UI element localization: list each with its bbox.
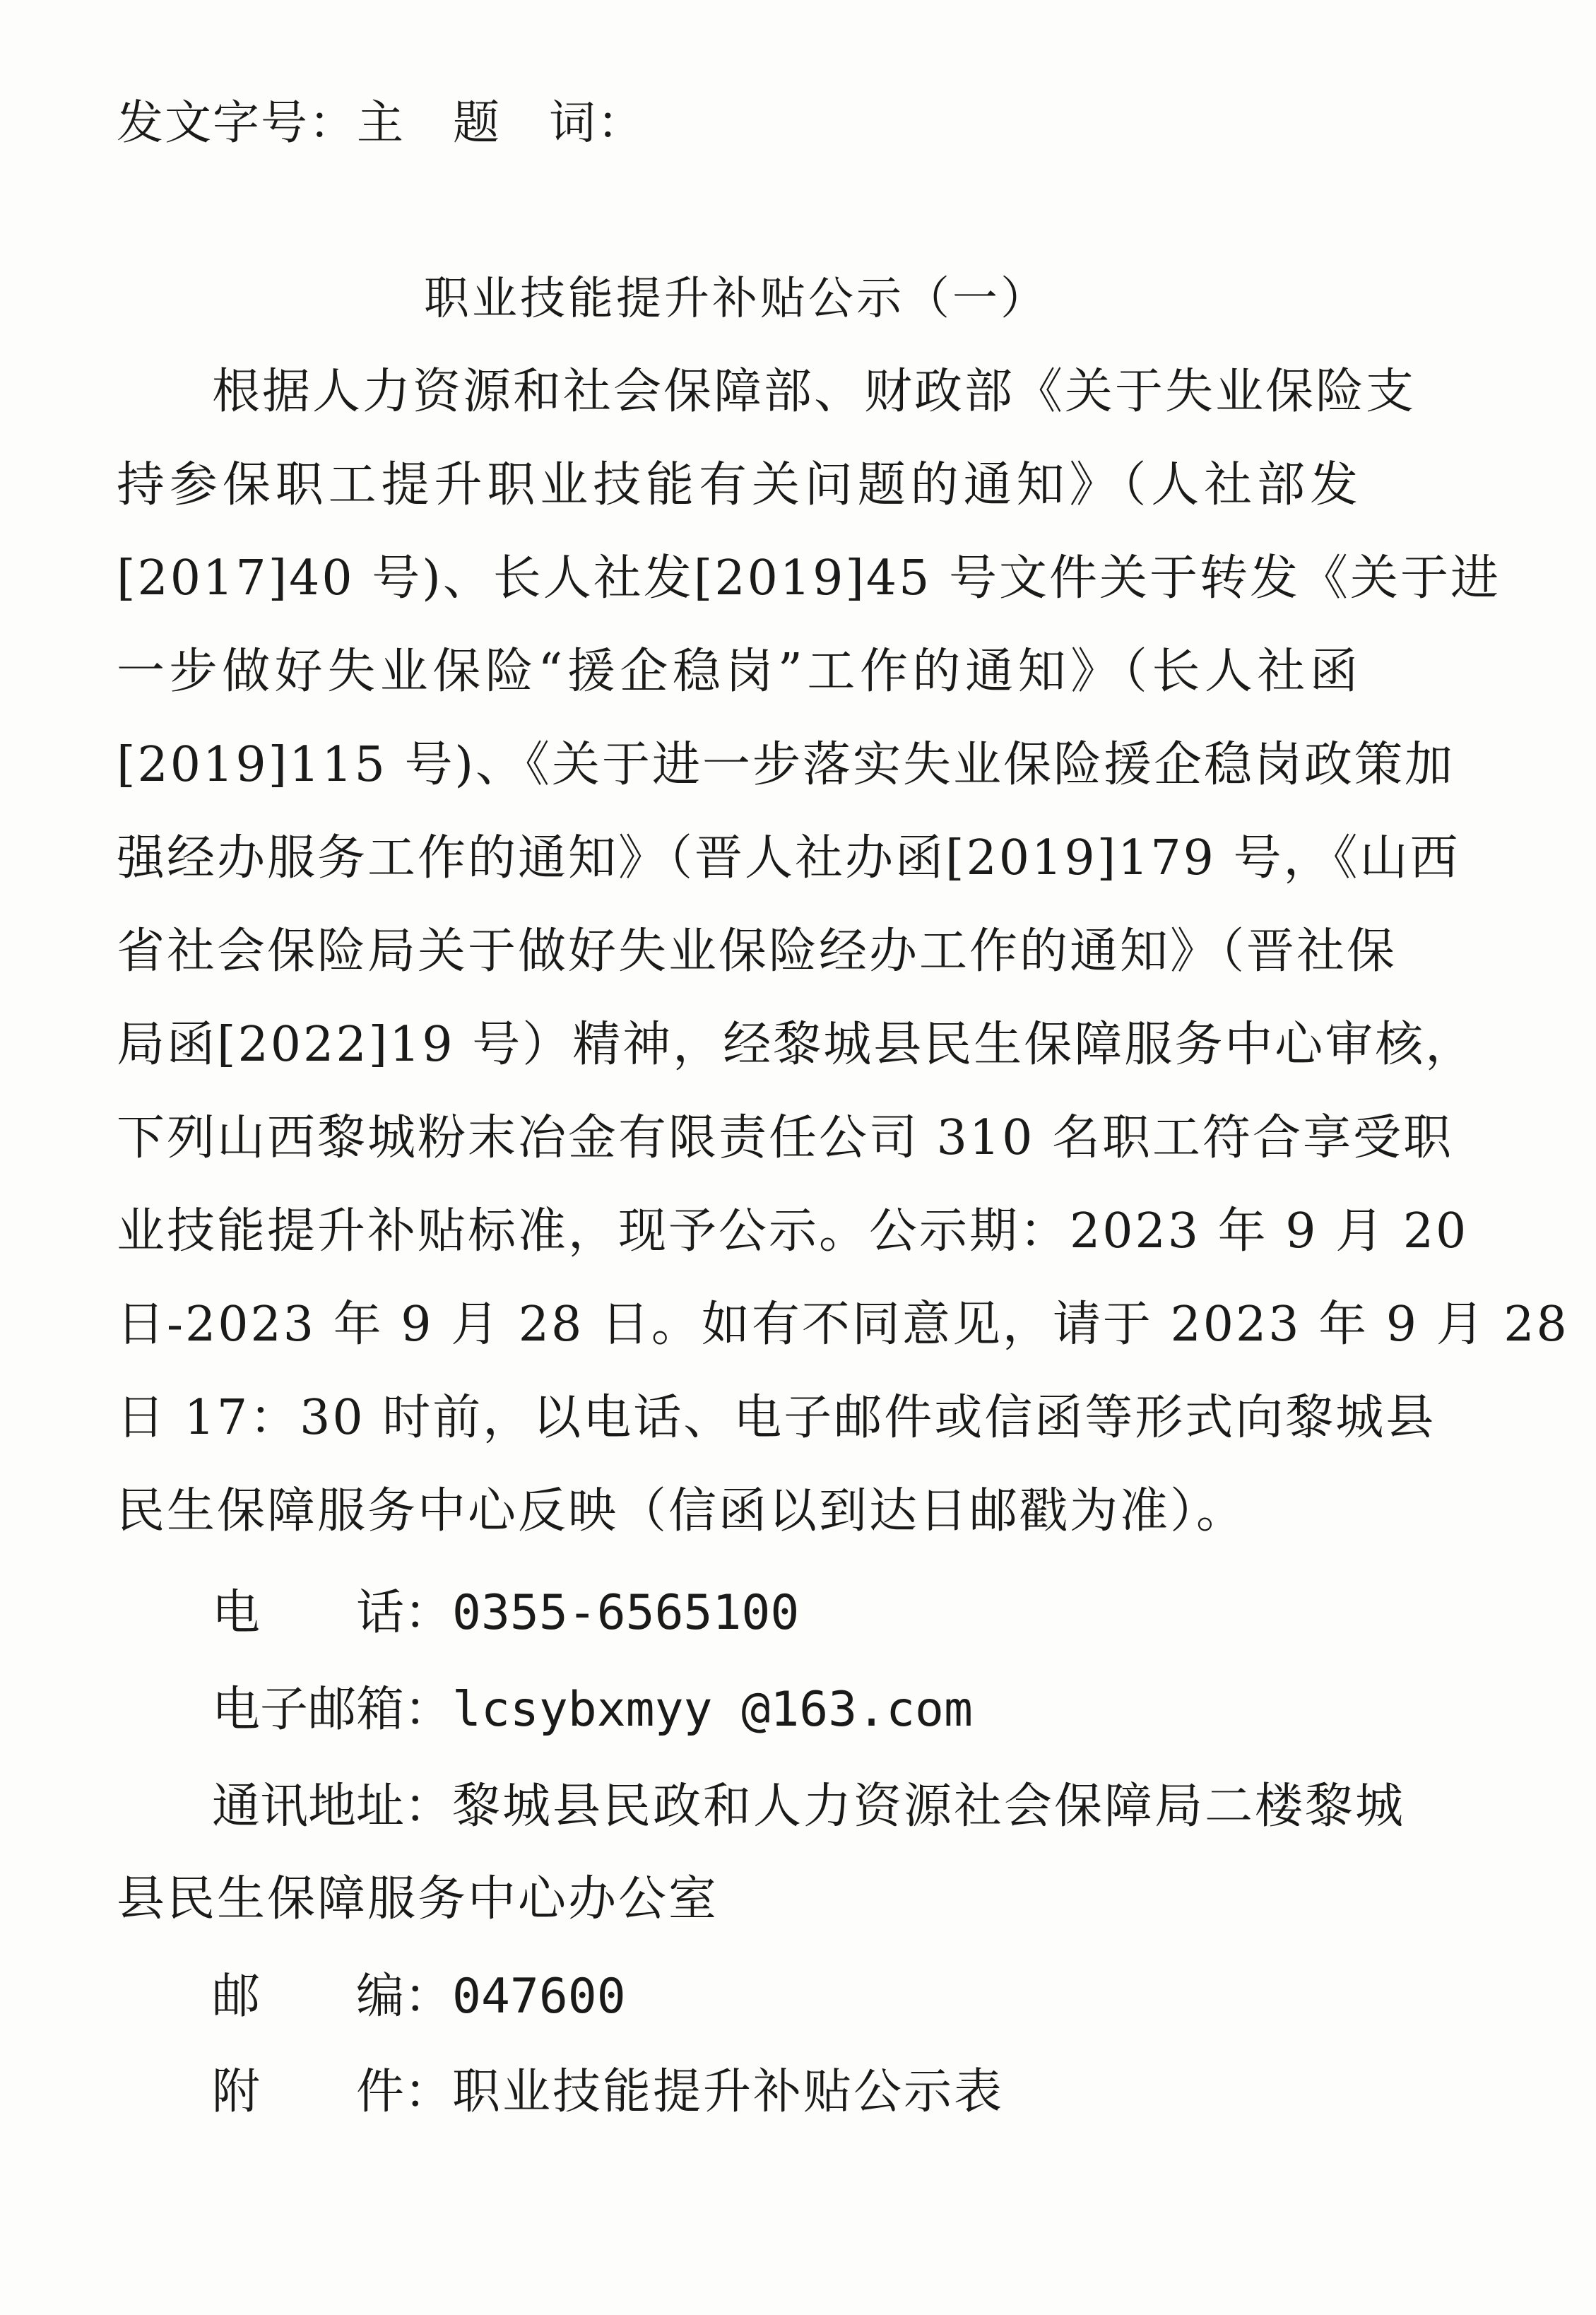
address-line-1: 黎城县民政和人力资源社会保障局二楼黎城	[452, 1779, 1406, 1834]
body-line-12: 日 17：30 时前，以电话、电子邮件或信函等形式向黎城县	[117, 1390, 1436, 1446]
doc-meta-line: 发文字号：主 题 词：	[117, 95, 645, 150]
email-value: lcsybxmyy @163.com	[452, 1682, 973, 1738]
body-line-6: 强经办服务工作的通知》（晋人社办函[2019]179 号，《山西	[117, 830, 1460, 886]
postcode-label: 邮 编：	[212, 1969, 453, 2025]
phone-value: 0355-6565100	[452, 1585, 800, 1641]
postcode-row	[212, 1969, 626, 2025]
body-line-4: 一步做好失业保险“援企稳岗”工作的通知》（长人社函	[117, 644, 1360, 700]
body-line-1: 根据人力资源和社会保障部、财政部《关于失业保险支	[212, 364, 1417, 420]
body-line-3: [2017]40 号)、长人社发[2019]45 号文件关于转发《关于进	[117, 550, 1501, 606]
address-row	[212, 1779, 1405, 1835]
attachment-label: 附 件：	[212, 2064, 453, 2120]
attachment-row	[212, 2064, 1004, 2121]
body-line-13: 民生保障服务中心反映（信函以到达日邮戳为准）。	[117, 1483, 1247, 1539]
body-line-11: 日-2023 年 9 月 28 日。如有不同意见，请于 2023 年 9 月 28	[117, 1297, 1569, 1353]
notice-title: 职业技能提升补贴公示（一）	[424, 273, 1048, 325]
body-line-9: 下列山西黎城粉末冶金有限责任公司 310 名职工符合享受职	[117, 1110, 1454, 1166]
body-line-8: 局函[2022]19 号）精神，经黎城县民生保障服务中心审核，	[117, 1017, 1476, 1073]
phone-row	[212, 1585, 799, 1642]
postcode-value: 047600	[452, 1969, 626, 2025]
body-line-5: [2019]115 号)、《关于进一步落实失业保险援企稳岗政策加	[117, 737, 1455, 793]
email-row	[212, 1682, 973, 1738]
body-line-10: 业技能提升补贴标准，现予公示。公示期：2023 年 9 月 20	[117, 1203, 1469, 1259]
address-line-2: 县民生保障服务中心办公室	[117, 1871, 719, 1927]
body-line-7: 省社会保险局关于做好失业保险经办工作的通知》（晋社保	[117, 924, 1397, 979]
attachment-value: 职业技能提升补贴公示表	[452, 2064, 1005, 2120]
address-label: 通讯地址：	[212, 1779, 453, 1834]
body-line-2: 持参保职工提升职业技能有关问题的通知》（人社部发	[117, 457, 1360, 513]
email-label: 电子邮箱：	[212, 1682, 453, 1738]
phone-label: 电 话：	[212, 1585, 453, 1641]
